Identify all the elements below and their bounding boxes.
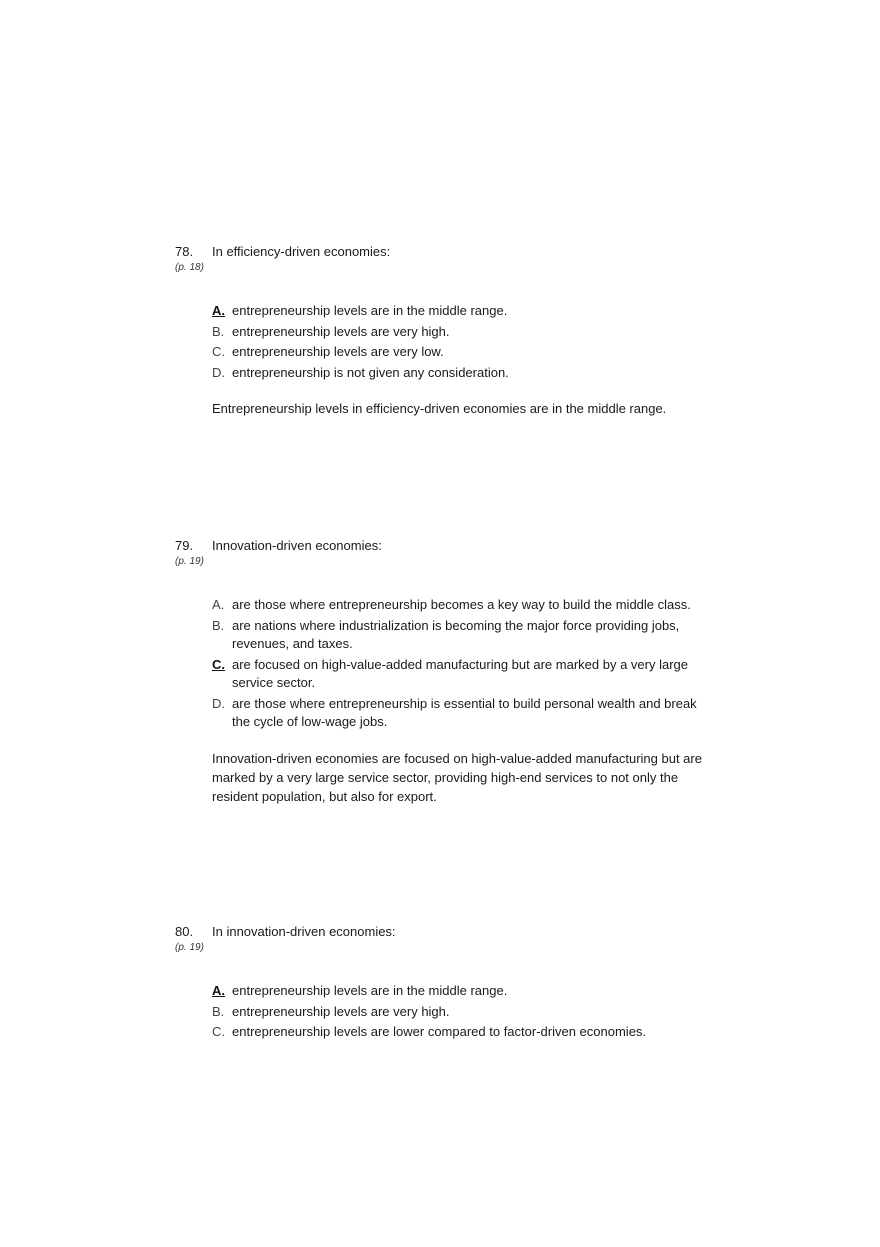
question-number: 79.: [175, 538, 194, 553]
question-stem: Innovation-driven economies:: [212, 538, 382, 553]
answer-option-c: [212, 343, 712, 362]
question-header: [175, 923, 735, 940]
answer-option-b: [212, 617, 712, 654]
option-text: entrepreneurship levels are very low.: [232, 344, 444, 359]
option-letter: C.: [212, 344, 225, 359]
option-text: are focused on high-value-added manufacturing but are marked by a very large service sector.: [232, 656, 688, 690]
question-stem: In innovation-driven economies:: [212, 924, 396, 939]
option-text: entrepreneurship levels are in the middle range.: [232, 983, 508, 998]
answer-option-d: [212, 695, 712, 732]
answer-explanation: Innovation-driven economies are focused on high-value-added manufacturing but are marked by a very large service sector, providing high-end services to not only the resident population, but also for export.: [212, 750, 702, 804]
option-letter: A.: [212, 983, 225, 998]
option-letter: C.: [212, 656, 225, 672]
option-letter: B.: [212, 617, 225, 633]
question-number: 78.: [175, 244, 194, 259]
page-reference: (p. 19): [175, 942, 204, 953]
question-80: [175, 923, 735, 1044]
answer-option-c: [212, 1023, 712, 1042]
option-letter: C.: [212, 1024, 225, 1039]
option-text: are those where entrepreneurship becomes a key way to build the middle class.: [232, 597, 691, 612]
option-letter: A.: [212, 597, 225, 612]
option-letter: B.: [212, 1003, 225, 1019]
question-78: [175, 243, 735, 418]
answer-option-a: [212, 596, 712, 615]
question-number: 80.: [175, 924, 194, 939]
option-letter: B.: [212, 323, 225, 339]
answer-option-c: [212, 656, 712, 693]
option-text: are those where entrepreneurship is essential to build personal wealth and break the cycle of low-wage jobs.: [232, 695, 697, 729]
question-header: [175, 537, 735, 554]
option-letter: D.: [212, 695, 225, 711]
answer-option-b: [212, 1003, 712, 1022]
question-header: [175, 243, 735, 260]
answer-option-a: [212, 302, 712, 321]
page-reference: (p. 18): [175, 262, 204, 273]
option-text: entrepreneurship levels are lower compared to factor-driven economies.: [232, 1024, 647, 1039]
option-letter: D.: [212, 364, 225, 380]
answer-option-a: [212, 982, 712, 1001]
answer-options: [212, 596, 735, 732]
answer-options: [212, 302, 735, 382]
answer-option-b: [212, 323, 712, 342]
answer-options: [212, 982, 735, 1042]
option-text: entrepreneurship levels are in the middle range.: [232, 303, 508, 318]
question-79: [175, 537, 735, 806]
option-text: entrepreneurship levels are very high.: [232, 323, 450, 339]
option-text: entrepreneurship is not given any consideration.: [232, 364, 509, 380]
option-letter: A.: [212, 303, 225, 318]
question-stem: In efficiency-driven economies:: [212, 244, 391, 259]
option-text: are nations where industrialization is becoming the major force providing jobs, revenues, and taxes.: [232, 617, 680, 651]
answer-explanation: Entrepreneurship levels in efficiency-driven economies are in the middle range.: [212, 401, 667, 416]
option-text: entrepreneurship levels are very high.: [232, 1003, 450, 1019]
page-reference: (p. 19): [175, 556, 204, 567]
answer-option-d: [212, 364, 712, 383]
